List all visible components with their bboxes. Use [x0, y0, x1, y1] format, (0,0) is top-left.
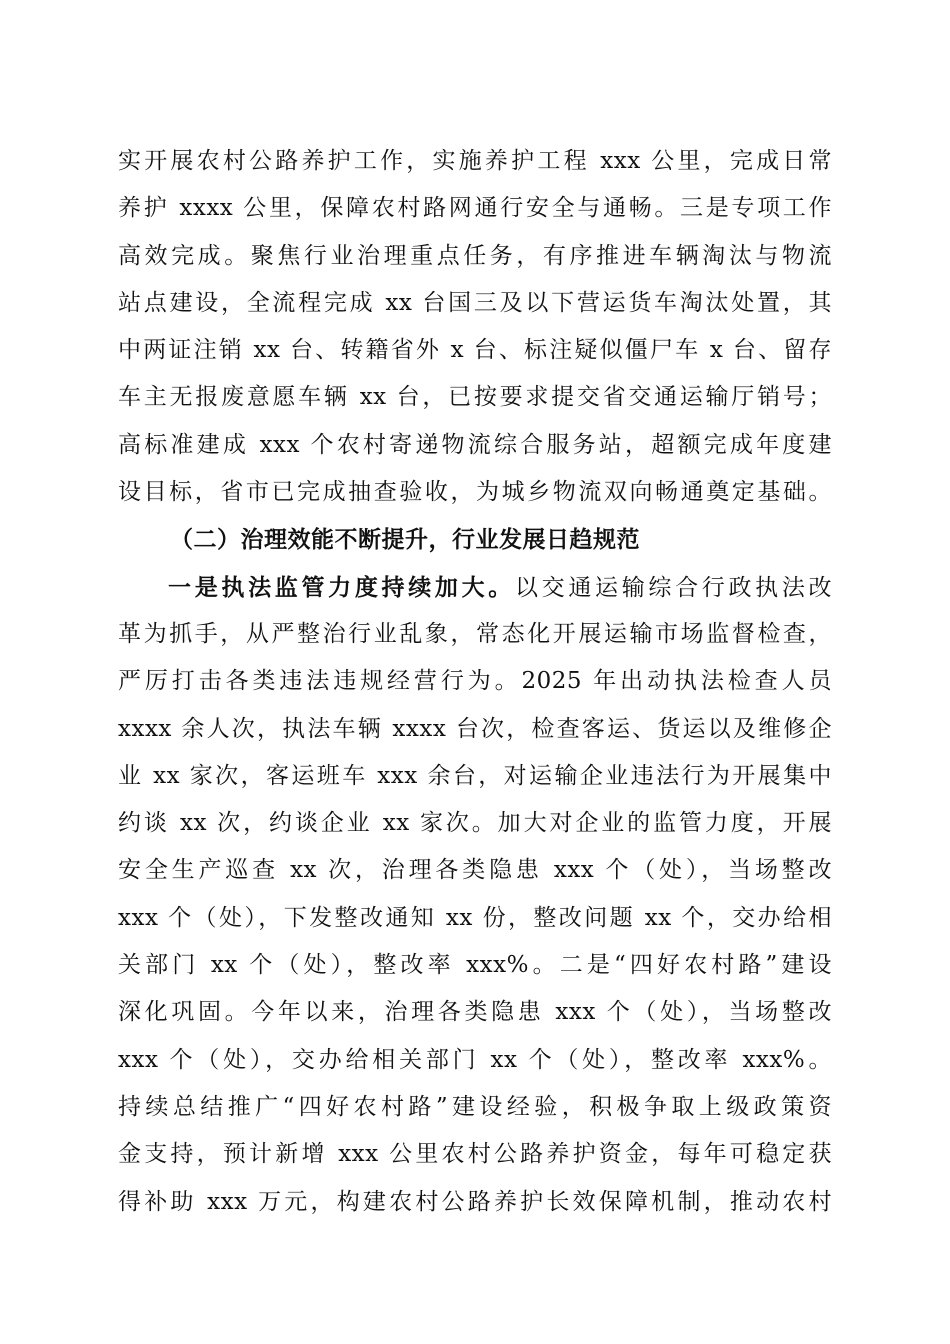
- body-line: 革为抓手，从严整治行业乱象，常态化开展运输市场监督检查，: [118, 620, 832, 647]
- body-line: 严厉打击各类违法违规经营行为。2025 年出动执法检查人员: [118, 668, 832, 695]
- body-line: 安全生产巡查 xx 次，治理各类隐患 xxx 个（处），当场整改: [118, 857, 832, 884]
- body-line: 高标准建成 xxx 个农村寄递物流综合服务站，超额完成年度建: [118, 431, 832, 458]
- body-line: 关部门 xx 个（处），整改率 xxx%。二是“四好农村路”建设: [118, 952, 832, 979]
- section-heading: （二）治理效能不断提升，行业发展日趋规范: [170, 526, 640, 554]
- body-line: 车主无报废意愿车辆 xx 台，已按要求提交省交通运输厅销号；: [118, 384, 832, 411]
- paragraph-lead-rest: 以交通运输综合行政执法改: [514, 574, 832, 601]
- paragraph-lead-bold: 一是执法监管力度持续加大。: [168, 573, 515, 601]
- body-line: 持续总结推广“四好农村路”建设经验，积极争取上级政策资: [118, 1093, 832, 1120]
- paragraph-lead-line: [118, 564, 832, 611]
- body-line: 养护 xxxx 公里，保障农村路网通行安全与通畅。三是专项工作: [118, 195, 832, 222]
- body-line: 深化巩固。今年以来，治理各类隐患 xxx 个（处），当场整改: [118, 999, 832, 1026]
- body-line: xxx 个（处），下发整改通知 xx 份，整改问题 xx 个，交办给相: [118, 904, 832, 931]
- body-line: 高效完成。聚焦行业治理重点任务，有序推进车辆淘汰与物流: [118, 242, 832, 269]
- body-line: xxx 个（处），交办给相关部门 xx 个（处），整改率 xxx%。: [118, 1046, 832, 1073]
- body-line: 设目标，省市已完成抽查验收，为城乡物流双向畅通奠定基础。: [118, 479, 832, 506]
- document-body: [118, 138, 832, 1226]
- body-line: 实开展农村公路养护工作，实施养护工程 xxx 公里，完成日常: [118, 148, 832, 174]
- body-line: 约谈 xx 次，约谈企业 xx 家次。加大对企业的监管力度，开展: [118, 810, 832, 837]
- body-line: xxxx 余人次，执法车辆 xxxx 台次，检查客运、货运以及维修企: [118, 715, 832, 742]
- body-line: 业 xx 家次，客运班车 xxx 余台，对运输企业违法行为开展集中: [118, 762, 832, 789]
- body-line: 站点建设，全流程完成 xx 台国三及以下营运货车淘汰处置，其: [118, 289, 832, 316]
- body-line: 中两证注销 xx 台、转籍省外 x 台、标注疑似僵尸车 x 台、留存: [118, 337, 832, 364]
- body-line: 金支持，预计新增 xxx 公里农村公路养护资金，每年可稳定获: [118, 1141, 832, 1168]
- body-line: 得补助 xxx 万元，构建农村公路养护长效保障机制，推动农村: [118, 1188, 832, 1215]
